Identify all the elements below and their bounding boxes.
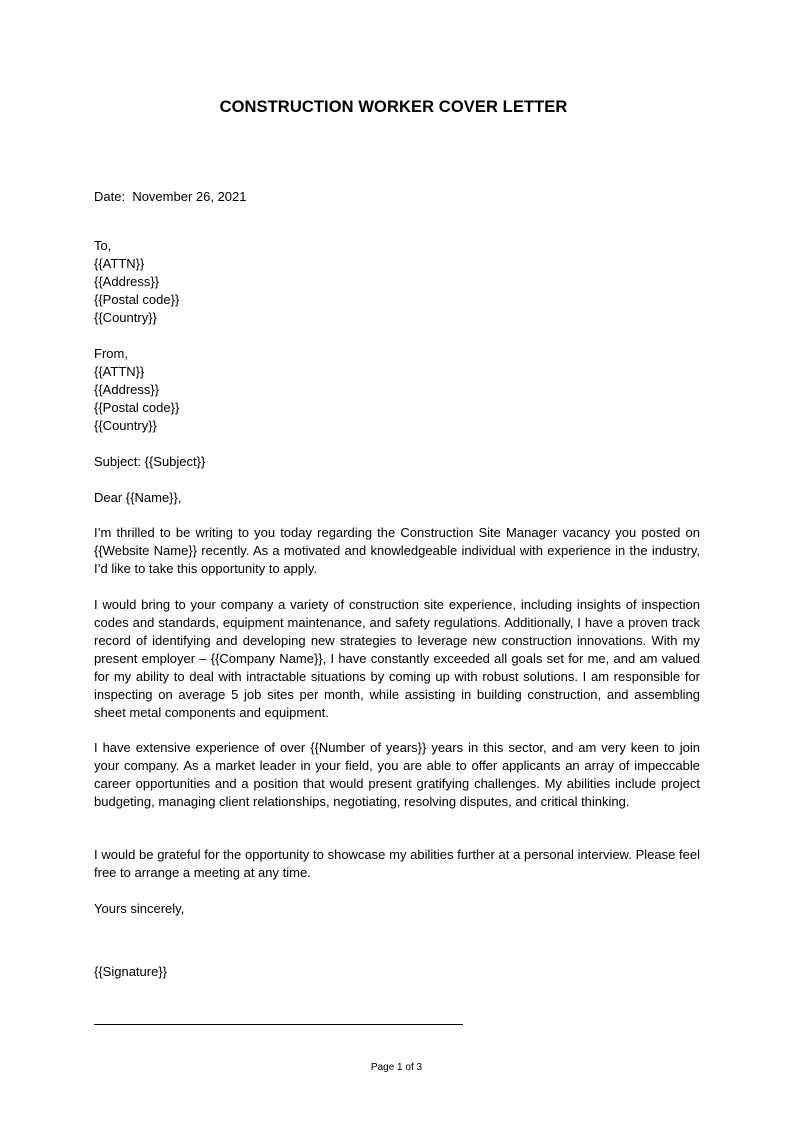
date-line [94,188,247,206]
to-postal-code: {{Postal code}} [94,292,180,307]
to-address: {{Address}} [94,274,160,289]
page-number: Page 1 of 3 [370,1062,423,1073]
date-value: November 26, 2021 [132,189,247,204]
from-attn: {{ATTN}} [94,364,145,379]
body-paragraph-4: I would be grateful for the opportunity to showcase my abilities further at a personal interview. Please feel free to arrange a meeting at any time. [94,847,700,880]
from-postal-code: {{Postal code}} [94,400,180,415]
to-country: {{Country}} [94,310,157,325]
from-country: {{Country}} [94,418,157,433]
body-paragraph-3: I have extensive experience of over {{Number of years}} years in this sector, and am very keen to join your company. As a market leader in your field, you are able to offer applicants an array of impeccable career opportunities and a position that would present gratifying challenges. My abilities include project budgeting, managing client relationships, negotiating, resolving disputes, and critical thinking. [94,740,700,809]
date-label: Date: [94,189,126,204]
from-address: {{Address}} [94,382,160,397]
signature-line [94,1024,463,1025]
to-heading: To, [94,238,112,253]
signature-placeholder: {{Signature}} [94,964,168,979]
body-paragraph-2: I would bring to your company a variety of construction site experience, including insights of inspection codes and standards, equipment maintenance, and safety regulations. Additionally, I have a proven track record of identifying and developing new strategies to leverage new construction innovations. With my present employer – {{Company Name}}, I have constantly exceeded all goals set for me, and am valued for my ability to deal with intractable situations by coming up with robust solutions. I am responsible for inspecting on average 5 job sites per month, while assisting in building construction, and assembling sheet metal components and equipment. [94,597,700,720]
closing: Yours sincerely, [94,901,185,916]
to-attn: {{ATTN}} [94,256,145,271]
document-title: CONSTRUCTION WORKER COVER LETTER [219,98,568,116]
salutation: Dear {{Name}}, [94,490,182,505]
subject-line: Subject: {{Subject}} [94,454,206,469]
from-heading: From, [94,346,128,361]
body-paragraph-1: I’m thrilled to be writing to you today regarding the Construction Site Manager vacancy you posted on {{Website Name}} recently. As a motivated and knowledgeable individual with experience in the industry, I’d like to take this opportunity to apply. [94,525,700,576]
